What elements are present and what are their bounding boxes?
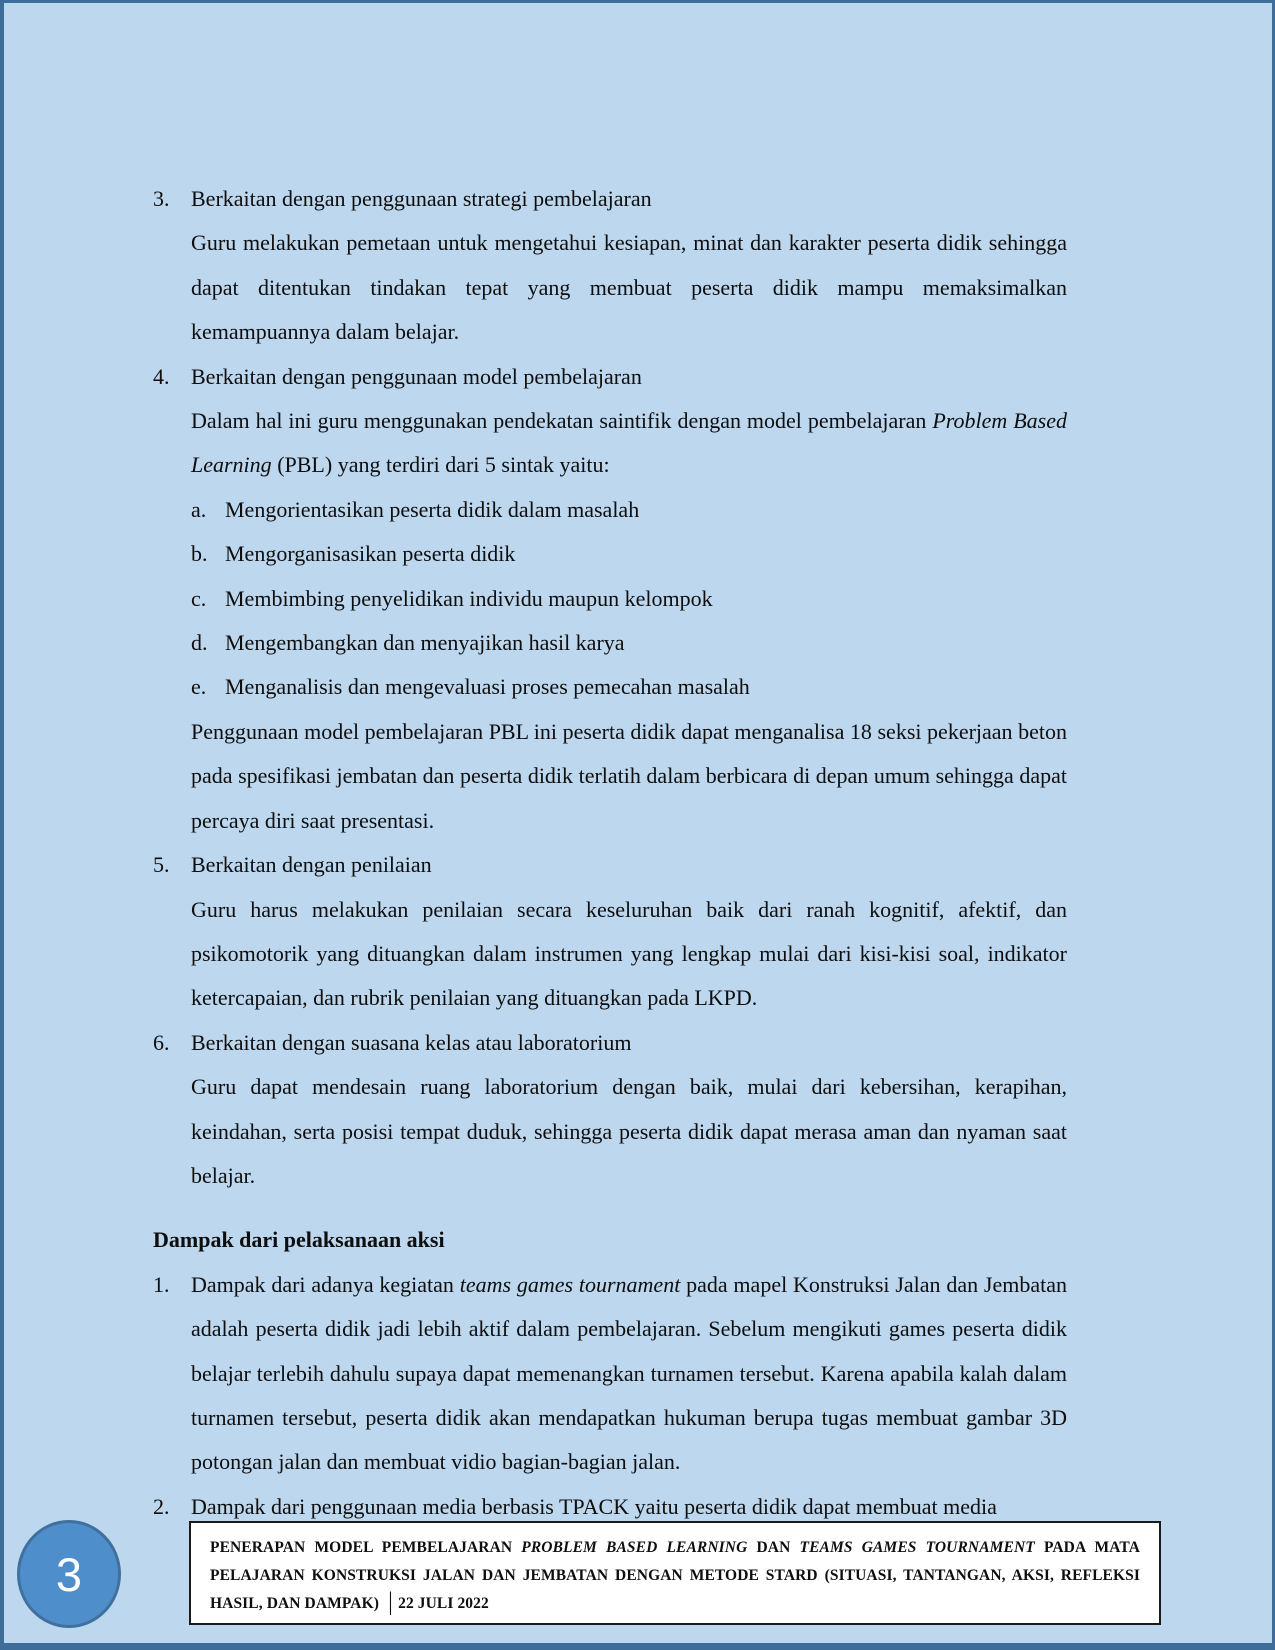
footer-separator: │	[385, 1592, 397, 1614]
list-number: 6.	[153, 1029, 170, 1055]
sub-list-item-b	[191, 532, 1067, 576]
paragraph	[191, 399, 1067, 488]
text-run: Dampak dari adanya kegiatan	[191, 1271, 460, 1297]
list-item-3	[153, 177, 1067, 355]
text-run: Dalam hal ini guru menggunakan pendekatan saintifik dengan model pembelajaran	[191, 408, 933, 434]
paragraph: Penggunaan model pembelajaran PBL ini peserta didik dapat menganalisa 18 seksi pekerjaan beton pada spesifikasi jembatan dan peserta didik terlatih dalam berbicara di depan umum sehingga dapat percaya diri saat presentasi.	[191, 718, 1067, 833]
list-item-title: Berkaitan dengan penilaian	[191, 852, 432, 878]
page-number: 3	[55, 1547, 83, 1601]
italic-text-run: teams games tournament	[459, 1271, 681, 1297]
sub-list-item-c	[191, 577, 1067, 621]
paragraph: Guru harus melakukan penilaian secara keseluruhan baik dari ranah kognitif, afektif, dan psikomotorik yang dituangkan dalam instrumen yang lengkap mulai dari kisi-kisi soal, indikator ketercapaian, dan rubrik penilaian yang dituangkan pada LKPD.	[191, 896, 1067, 1011]
list-item-title: Berkaitan dengan penggunaan model pembelajaran	[191, 363, 642, 389]
paragraph	[191, 1263, 1067, 1485]
footer-title-box	[189, 1521, 1161, 1625]
page-body	[153, 177, 1067, 1529]
sub-list-item-e	[191, 665, 1067, 709]
sub-list-item-d	[191, 621, 1067, 665]
list-number: 2.	[153, 1493, 170, 1519]
footer-text-run: PADA MATA PELAJARAN KONSTRUKSI JALAN DAN JEMBATAN DENGAN METODE STARD (SITUASI, TANTANGAN, AKSI, REFLEKSI HASIL, DAN DAMPAK)	[210, 1539, 1140, 1612]
paragraph: Guru melakukan pemetaan untuk mengetahui kesiapan, minat dan karakter peserta didik sehingga dapat ditentukan tindakan tepat yang membuat peserta didik mampu memaksimalkan kemampuannya dalam belajar.	[191, 230, 1067, 345]
list-number: 1.	[153, 1271, 170, 1297]
sub-list-letter: d.	[191, 630, 208, 656]
page-number-badge	[17, 1520, 121, 1628]
list-number: 3.	[153, 186, 170, 211]
text-run: (PBL) yang terdiri dari 5 sintak yaitu:	[271, 452, 610, 478]
sub-list-text: Mengorientasikan peserta didik dalam masalah	[225, 496, 640, 522]
sub-list-text: Membimbing penyelidikan individu maupun kelompok	[225, 585, 713, 611]
sub-list-letter: e.	[191, 674, 207, 700]
impact-list-item-1	[153, 1263, 1067, 1485]
sub-list-text: Menganalisis dan mengevaluasi proses pemecahan masalah	[225, 674, 750, 700]
section-heading: Dampak dari pelaksanaan aksi	[153, 1227, 445, 1253]
sub-list-text: Mengorganisasikan peserta didik	[225, 541, 516, 567]
list-item-title: Berkaitan dengan suasana kelas atau laboratorium	[191, 1029, 632, 1055]
paragraph: Guru dapat mendesain ruang laboratorium dengan baik, mulai dari kebersihan, kerapihan, keindahan, serta posisi tempat duduk, sehingga peserta didik dapat merasa aman dan nyaman saat belajar.	[191, 1074, 1067, 1188]
list-number: 5.	[153, 852, 170, 878]
list-item-5	[153, 843, 1067, 1021]
list-item-6	[153, 1021, 1067, 1199]
footer-date: 22 JULI 2022	[398, 1595, 489, 1612]
footer-italic-run: PROBLEM BASED LEARNING	[521, 1539, 748, 1556]
sub-list-letter: c.	[191, 585, 207, 611]
footer-text-run: DAN	[747, 1539, 800, 1556]
list-item-title: Berkaitan dengan penggunaan strategi pembelajaran	[191, 186, 652, 211]
footer-italic-run: TEAMS GAMES TOURNAMENT	[799, 1539, 1035, 1556]
sub-list-item-a	[191, 488, 1067, 532]
paragraph: Dampak dari penggunaan media berbasis TPACK yaitu peserta didik dapat membuat media	[191, 1493, 997, 1519]
italic-text-run: Problem Based Learning	[191, 408, 1067, 478]
text-run: pada mapel Konstruksi Jalan dan Jembatan adalah peserta didik jadi lebih aktif dalam pembelajaran. Sebelum mengikuti games peserta didik belajar terlebih dahulu supaya dapat memenangkan turnamen tersebut. Karena apabila kalah dalam turnamen tersebut, peserta didik akan mendapatkan hukuman berupa tugas membuat gambar 3D potongan jalan dan membuat vidio bagian-bagian jalan.	[191, 1271, 1067, 1475]
sub-list-letter: a.	[191, 496, 207, 522]
sub-list-letter: b.	[191, 541, 208, 567]
list-item-4	[153, 355, 1067, 843]
footer-text-run: PENERAPAN MODEL PEMBELAJARAN	[210, 1539, 522, 1556]
sub-list-text: Mengembangkan dan menyajikan hasil karya	[225, 630, 625, 656]
list-number: 4.	[153, 363, 170, 389]
